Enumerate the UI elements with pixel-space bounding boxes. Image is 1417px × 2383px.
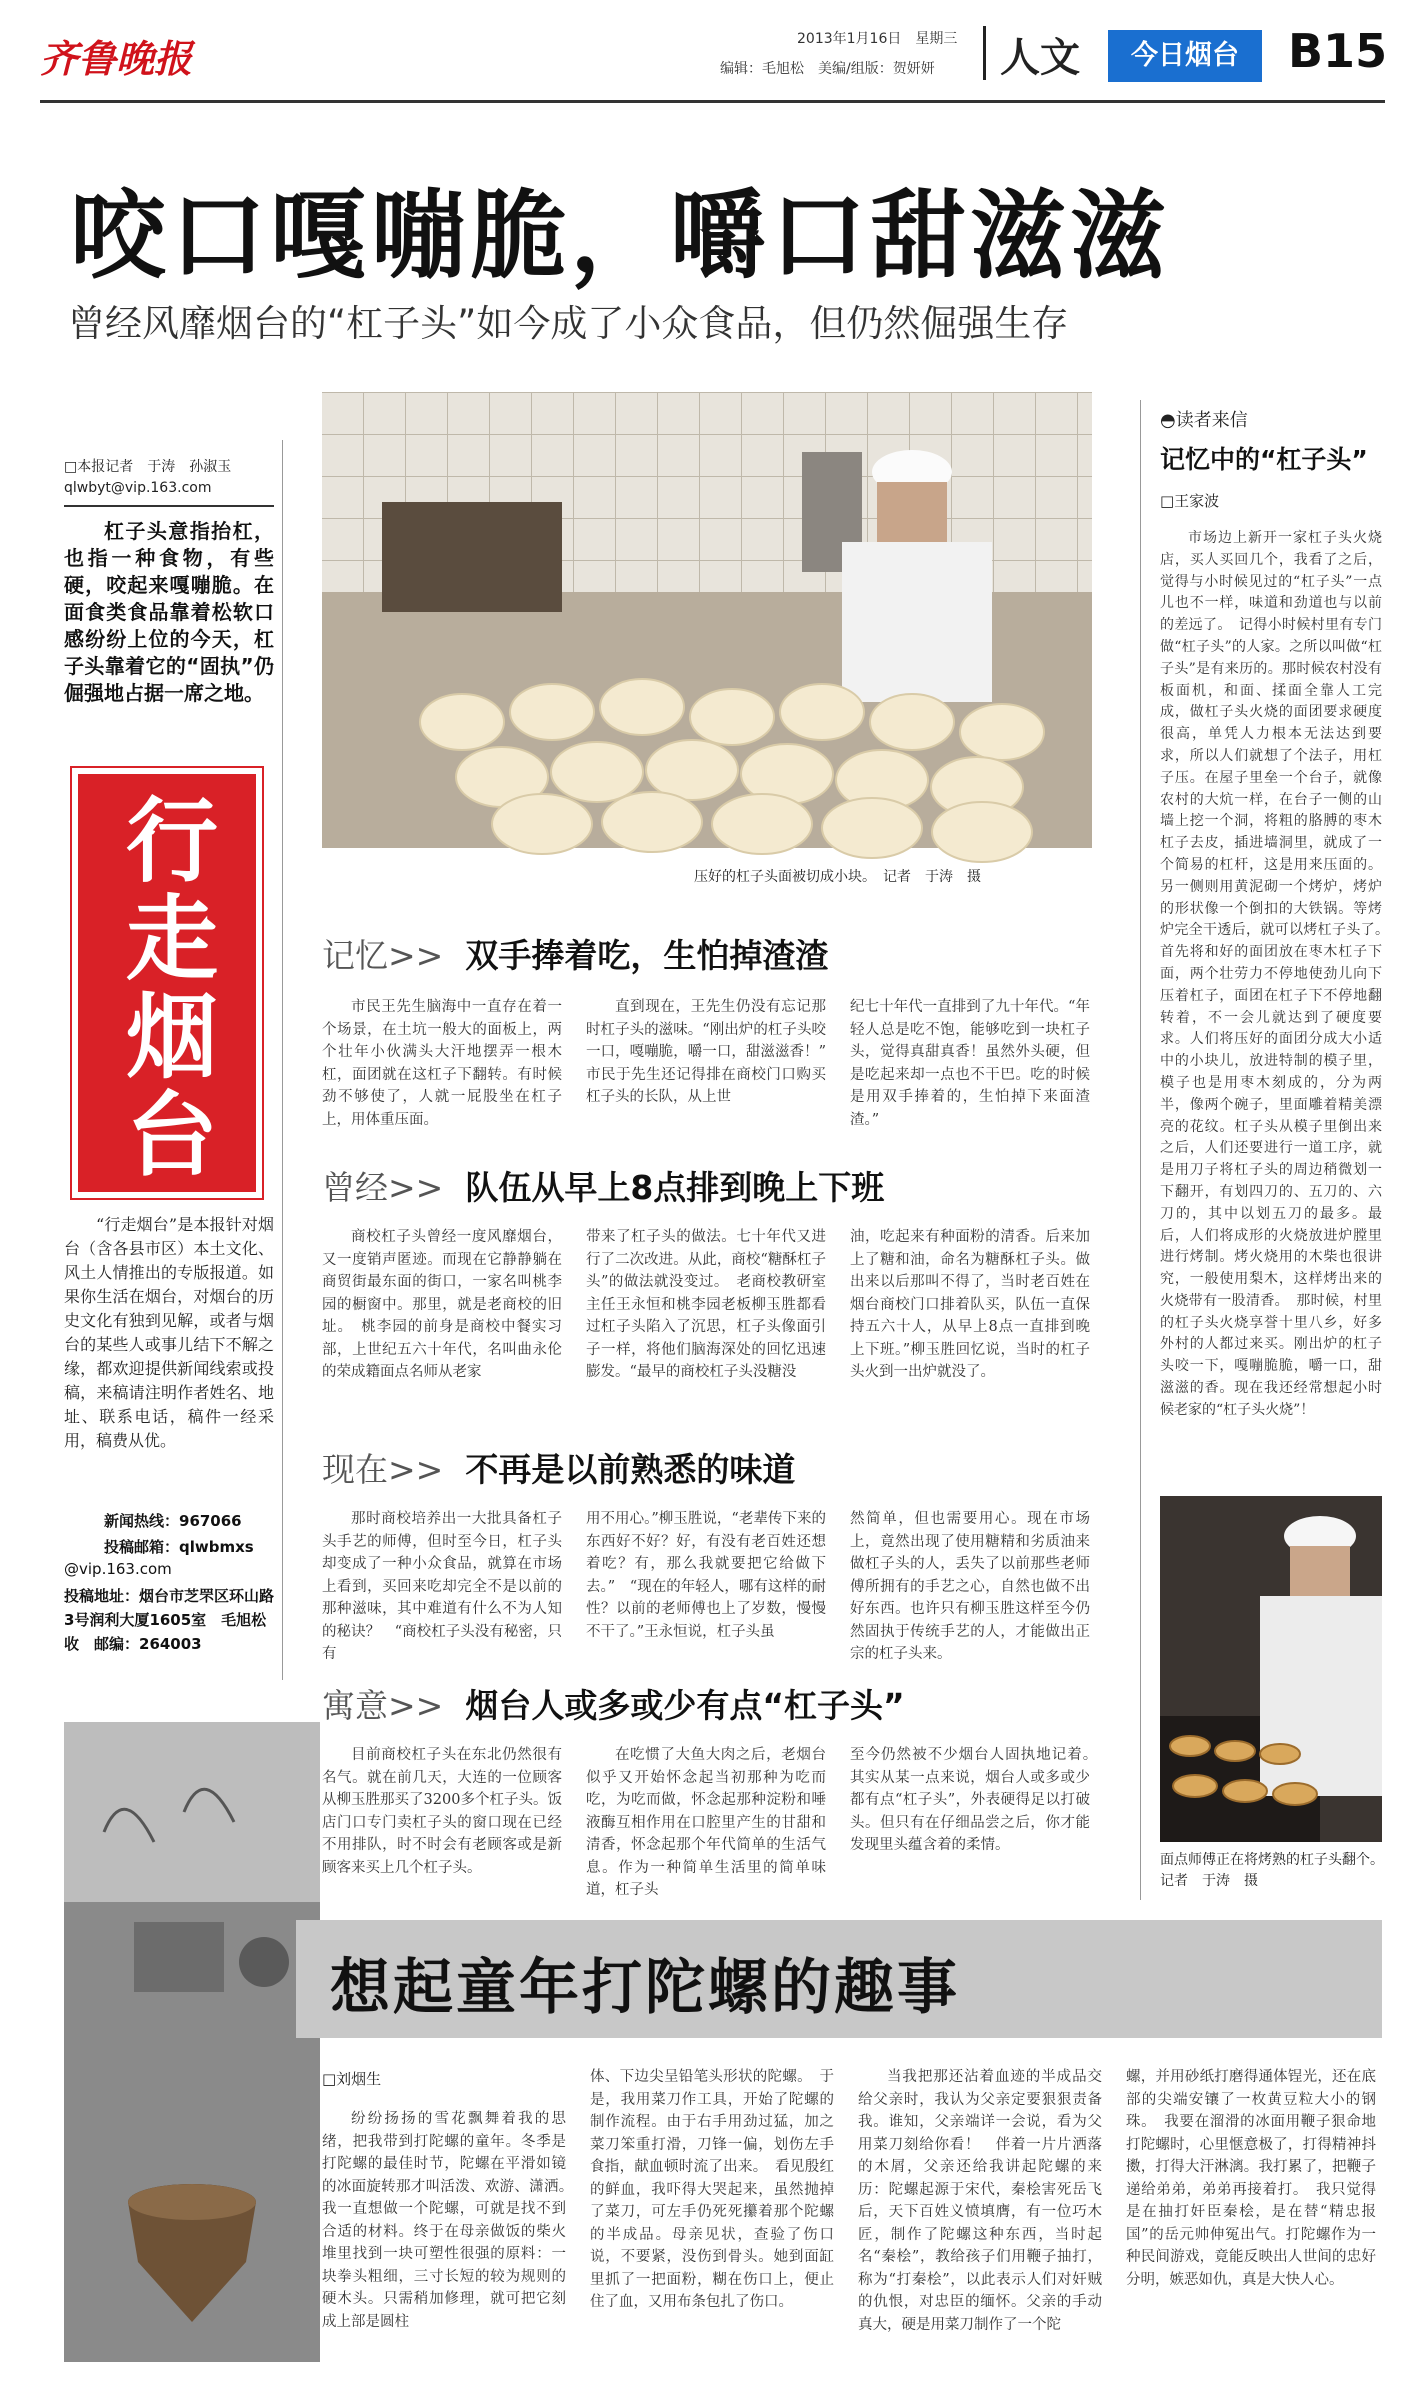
section-memory-col3: 纪七十年代一直排到了九十年代。“年轻人总是吃不饱，能够吃到一块杠子头，觉得真甜真香！虽然外头硬，但是吃起来却一点也不干巴。吃的时候是用双手捧着的，生怕掉下来面渣渣。” xyxy=(850,999,1090,1128)
second-col4: 螺，并用砂纸打磨得通体锃光，还在底部的尖端安镶了一枚黄豆粒大小的钢珠。 我要在溜滑的冰面用鞭子狠命地打陀螺时，心里惬意极了，打得精神抖擞，打得大汗淋漓。我打累了，把鞭子递给弟弟，弟弟再接着打。 我只觉得是在抽打奸臣秦桧，是在替“精忠报国”的岳元帅伸冤出气。打陀螺作为一种民间游戏，竟能反映出人世间的忠好分明，嫉恶如仇，真是大快人心。 xyxy=(1126,2069,1376,2288)
second-col2: 体、下边尖呈铅笔头形状的陀螺。 于是，我用菜刀作工具，开始了陀螺的制作流程。由于右手用劲过猛，加之菜刀笨重打滑，刀锋一偏，划伤左手食指，献血顿时流了出来。 看见殷红的鲜血，我吓得大哭起来，虽然抛掉了菜刀，可左手仍死死攥着那个陀螺的半成品。母亲见状，查验了伤口说，不要紧，没伤到骨头。她到面缸里抓了一把面粉，糊在伤口上，便止住了血，又用布条包扎了伤口。 xyxy=(590,2069,834,2310)
reader-tag-label: 读者来信 xyxy=(1175,410,1248,431)
section-past-col2: 带来了杠子头的做法。七十年代又进行了二次改进。从此，商校“糖酥杠子头”的做法就没变过。 老商校教研室主任王永恒和桃李园老板柳玉胜都看过杠子头陷入了沉思，杠子头像面引子一样，将他们脑海深处的回忆迅速膨发。“最早的商校杠子头没糖没 xyxy=(586,1229,826,1380)
date: 2013年1月16日 xyxy=(797,31,902,47)
reader-letter-tag xyxy=(1160,406,1248,432)
main-photo-caption: 压好的杠子头面被切成小块。 记者 于涛 摄 xyxy=(694,869,981,885)
right-col-rule xyxy=(1140,400,1141,1900)
section-meaning-col1: 目前商校杠子头在东北仍然很有名气。就在前几天，大连的一位顾客从柳玉胜那买了3200多个杠子头。饭店门口专门卖杠子头的窗口现在已经不用排队，时不时会有老顾客或是新顾客来买上几个杠子头。 xyxy=(322,1747,562,1876)
submission-email-domain: @vip.163.com xyxy=(64,1560,172,1578)
second-col3: 当我把那还沾着血迹的半成品交给父亲时，我认为父亲定要狠狠责备我。谁知，父亲端详一会说，看为父用菜刀刻给你看！ 伴着一片片洒落的木屑，父亲还给我讲起陀螺的来历：陀螺起源于宋代，秦桧害死岳飞后，天下百姓义愤填膺，有一位巧木匠，制作了陀螺这种东西，当时起名“秦桧”，教给孩子们用鞭子抽打，称为“打秦桧”，以此表示人们对奸贼的仇恨，对忠臣的缅怀。父亲的手动真大，硬是用菜刀制作了一个陀 xyxy=(858,2069,1102,2333)
section-past-heading xyxy=(322,1162,884,1209)
editor-credits: 编辑：毛旭松 美编/组版：贺妍妍 xyxy=(720,61,935,77)
section-label: 记忆>> xyxy=(322,936,444,975)
section-memory-col2: 直到现在，王先生仍没有忘记那时杠子头的滋味。“刚出炉的杠子头咬一口，嘎嘣脆，嚼一口，甜滋滋香！” 市民于先生还记得排在商校门口购买杠子头的长队，从上世 xyxy=(586,999,841,1105)
reader-photo-illustration xyxy=(1160,1496,1382,1842)
second-author: □刘烟生 xyxy=(322,2070,382,2088)
masthead-divider xyxy=(983,26,986,80)
reader-photo xyxy=(1160,1496,1382,1842)
section-name: 人文 xyxy=(1000,35,1080,81)
second-headline: 想起童年打陀螺的趣事 xyxy=(330,1953,960,2023)
column-intro: “行走烟台”是本报针对烟台（含各县市区）本土文化、风土人情推出的专版报道。如果你生活在烟台，对烟台的历史文化有独到见解，或者与烟台的某些人或事儿结下不解之缘，都欢迎提供新闻线索或投稿，来稿请注明作者姓名、地址、联系电话，稿件一经采用，稿费从优。 xyxy=(64,1215,274,1450)
submission-email: 投稿邮箱：qlwbmxs xyxy=(104,1538,254,1556)
issue-date xyxy=(797,28,957,48)
page-number: B15 xyxy=(1288,24,1388,78)
main-photo-illustration xyxy=(322,392,1092,848)
byline: □本报记者 于涛 孙淑玉 xyxy=(64,459,232,475)
spinning-top-photo xyxy=(64,1722,320,2362)
reader-letter-body: 市场边上新开一家杠子头火烧店，买人买回几个，我看了之后，觉得与小时候见过的“杠子头”一点儿也不一样，味道和劲道也与以前的差远了。 记得小时候村里有专门做“杠子头”的人家。之所以叫做“杠子头”是有来历的。那时候农村没有板面机，和面、揉面全靠人工完成，做杠子头火烧的面团要求硬度很高，单凭人力根本无法达到要求，所以人们就想了个法子，用杠子压。在屋子里垒一个台子，就像农村的大炕一样，在台子一侧的山墙上挖一个洞，将粗的胳膊的枣木杠子去皮，插进墙洞里，就成了一个简易的杠杆，这是用来压面的。另一侧则用黄泥砌一个烤炉，烤炉的形状像一个倒扣的大铁锅。等烤炉完全干透后，就可以烤杠子头了。 首先将和好的面团放在枣木杠子下面，两个壮劳力不停地使劲儿向下压着杠子，面团在杠子下不停地翻转着，不一会儿就达到了硬度要求。人们将压好的面团分成大小适中的小块儿，放进特制的模子里，模子也是用枣木刻成的，分为两半，像两个碗子，里面雕着精美漂亮的花纹。杠子头从模子里倒出来之后，人们还要进行一道工序，就是用刀子将杠子头的周边稍微划一下翻开，有划四刀的、五刀的、六刀的，其中以划五刀的最多。最后，人们将成形的火烧放进炉膛里进行烤制。烤火烧用的木柴也很讲究，一般使用梨木，这样烤出来的火烧带有一股清香。 那时候，村里的杠子头火烧享誉十里八乡，好多外村的人都过来买。刚出炉的杠子头咬一下，嘎嘣脆脆，嚼一口，甜滋滋的香。现在我还经常想起小时候老家的“杠子头火烧”！ xyxy=(1160,530,1396,1418)
main-photo xyxy=(322,392,1092,848)
section-meaning-col2: 在吃惯了大鱼大肉之后，老烟台似乎又开始怀念起当初那种为吃而吃，为吃而做，怀念起那种淀粉和唾液酶互相作用在口腔里产生的甘甜和清香，怀念起那个年代简单的生活气息。作为一种简单生活里的简单味道，杠子头 xyxy=(586,1747,826,1898)
column-logo-text: 行走烟台 xyxy=(125,787,218,1189)
section-meaning-heading xyxy=(322,1680,905,1727)
section-past-col3: 油，吃起来有种面粉的清香。后来加上了糖和油，命名为糖酥杠子头。做出来以后那叫不得了，当时老百姓在烟台商校门口排着队买，队伍一直保持五六十人，从早上8点一直排到晚上下班。”柳玉胜回忆说，当时的杠子头火到一出炉就没了。 xyxy=(850,1229,1090,1380)
submission-address: 投稿地址：烟台市芝罘区环山路3号润利大厦1605室 毛旭松 收 邮编：264003 xyxy=(64,1587,282,1653)
byline-email: qlwbyt@vip.163.com xyxy=(64,480,212,496)
lead-top-rule xyxy=(64,505,274,507)
section-title: 队伍从早上8点排到晚上下班 xyxy=(465,1168,885,1207)
reader-letter-title: 记忆中的“杠子头” xyxy=(1160,445,1368,474)
lead-paragraph: 杠子头意指抬杠，也指一种食物，有些硬，咬起来嘎嘣脆。在面食类食品靠着松软口感纷纷上位的今天，杠子头靠着它的“固执”仍倔强地占据一席之地。 xyxy=(64,519,274,705)
section-label: 现在>> xyxy=(322,1450,444,1489)
section-meaning-col3: 至今仍然被不少烟台人固执地记着。 其实从某一点来说，烟台人或多或少都有点“杠子头”，外表硬得足以打破头。但只有在仔细品尝之后，你才能发现里头蕴含着的柔情。 xyxy=(850,1747,1105,1853)
section-label: 寓意>> xyxy=(322,1686,444,1725)
second-col1: 纷纷扬扬的雪花飘舞着我的思绪，把我带到打陀螺的童年。冬季是打陀螺的最佳时节，陀螺在平滑如镜的冰面旋转那才叫活泼、欢游、潇洒。 我一直想做一个陀螺，可就是找不到合适的材料。终于在母亲做饭的柴火堆里找到一块可塑性很强的原料：一块拳头粗细，三寸长短的较为规则的硬木头。只需稍加修理，就可把它刻成上部是圆柱 xyxy=(322,2111,581,2330)
section-title: 烟台人或多或少有点“杠子头” xyxy=(465,1686,905,1725)
section-memory-heading xyxy=(322,930,828,977)
reader-photo-caption: 面点师傅正在将烤熟的杠子头翻个。 记者 于涛 摄 xyxy=(1160,1852,1391,1889)
section-title: 双手捧着吃，生怕掉渣渣 xyxy=(465,936,829,975)
newspaper-logo: 齐鲁晚报 xyxy=(40,36,193,81)
section-now-col2: 用不用心。”柳玉胜说，“老辈传下来的东西好不好？好，有没有老百姓还想着吃？有，那么我就要把它给做下去。” “现在的年轻人，哪有这样的耐性？以前的老师傅也上了岁数，慢慢不干了。”王永恒说，杠子头虽 xyxy=(586,1511,826,1640)
section-title: 不再是以前熟悉的味道 xyxy=(465,1450,796,1489)
column-logo-box xyxy=(72,768,262,1198)
section-memory-col1: 市民王先生脑海中一直存在着一个场景，在土坑一般大的面板上，两个壮年小伙满头大汗地摆弄一根木杠，面团就在这杠子下翻转。有时候劲不够使了，人就一屁股坐在杠子上，用体重压面。 xyxy=(322,999,562,1128)
reader-letter-author: □王家波 xyxy=(1160,492,1220,510)
section-label: 曾经>> xyxy=(322,1168,444,1207)
section-now-col3: 然简单，但也需要用心。现在市场上，竟然出现了使用糖精和劣质油来做杠子头的人，丢失了以前那些老师傅所拥有的手艺之心，自然也做不出好东西。也许只有柳玉胜这样至今仍然固执于传统手艺的人，才能做出正宗的杠子头来。 xyxy=(850,1511,1090,1662)
column-badge-top: 今日烟台 xyxy=(1108,30,1262,82)
sub-headline: 曾经风靡烟台的“杠子头”如今成了小众食品，但仍然倔强生存 xyxy=(68,302,1069,345)
weekday: 星期三 xyxy=(915,31,958,47)
news-hotline: 新闻热线：967066 xyxy=(104,1512,242,1530)
masthead-rule xyxy=(40,100,1385,103)
section-past-col1: 商校杠子头曾经一度风靡烟台，又一度销声匿迹。而现在它静静躺在商贸街最东面的街口，一家名叫桃李园的橱窗中。那里，就是老商校的旧址。 桃李园的前身是商校中餐实习部，上世纪五六十年代，名叫曲永伦的荣成籍面点名师从老家 xyxy=(322,1229,562,1380)
section-now-col1: 那时商校培养出一大批具备杠子头手艺的师傅，但时至今日，杠子头却变成了一种小众食品，就算在市场上看到，买回来吃却完全不是以前的那种滋味，其中难道有什么不为人知的秘诀？ “商校杠子头没有秘密，只有 xyxy=(322,1511,562,1662)
main-headline: 咬口嘎嘣脆，嚼口甜滋滋 xyxy=(70,180,1170,292)
speech-bubble-icon: ◓ xyxy=(1160,410,1176,431)
section-now-heading xyxy=(322,1444,795,1491)
left-col-rule xyxy=(282,440,283,1680)
spinning-top-illustration xyxy=(64,1722,320,2362)
